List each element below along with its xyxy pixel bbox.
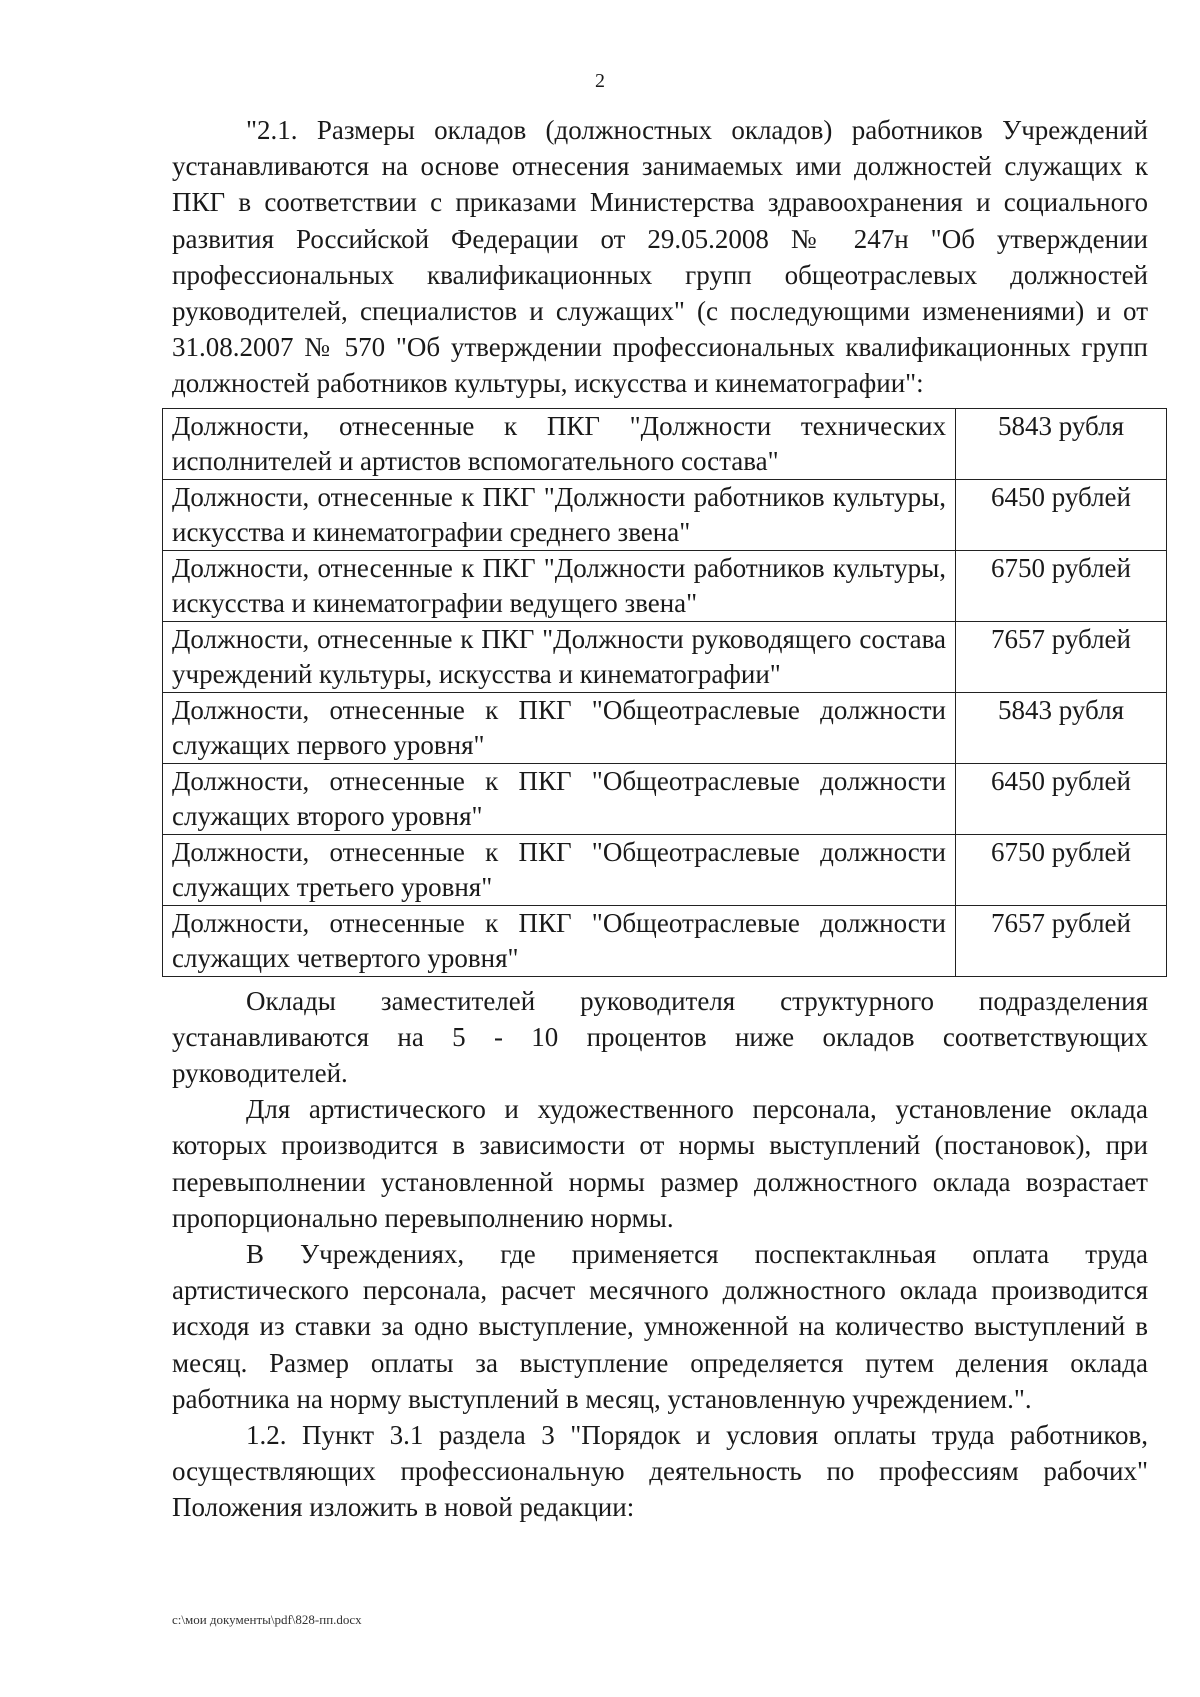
row-amount: 7657 рублей <box>956 621 1167 692</box>
row-description: Должности, отнесенные к ПКГ "Общеотраслевые должности служащих второго уровня" <box>163 763 956 834</box>
row-description: Должности, отнесенные к ПКГ "Должности технических исполнителей и артистов вспомогательного состава" <box>163 408 956 479</box>
row-description: Должности, отнесенные к ПКГ "Должности работников культуры, искусства и кинематографии среднего звена" <box>163 479 956 550</box>
table-row <box>163 550 1167 621</box>
row-amount: 6450 рублей <box>956 763 1167 834</box>
document-body <box>172 112 1148 1526</box>
row-description: Должности, отнесенные к ПКГ "Должности руководящего состава учреждений культуры, искусства и кинематографии" <box>163 621 956 692</box>
row-amount: 6450 рублей <box>956 479 1167 550</box>
row-description: Должности, отнесенные к ПКГ "Общеотраслевые должности служащих третьего уровня" <box>163 834 956 905</box>
row-amount: 5843 рубля <box>956 408 1167 479</box>
row-amount: 6750 рублей <box>956 834 1167 905</box>
table-row <box>163 479 1167 550</box>
table-row <box>163 408 1167 479</box>
table-row <box>163 763 1167 834</box>
row-description: Должности, отнесенные к ПКГ "Общеотраслевые должности служащих первого уровня" <box>163 692 956 763</box>
salary-table <box>162 408 1167 977</box>
row-amount: 6750 рублей <box>956 550 1167 621</box>
row-description: Должности, отнесенные к ПКГ "Должности работников культуры, искусства и кинематографии ведущего звена" <box>163 550 956 621</box>
table-row <box>163 905 1167 976</box>
paragraph-per-performance-pay: В Учреждениях, где применяется поспектаклньая оплата труда артистического персонала, расчет месячного должностного оклада производится исходя из ставки за одно выступление, умноженной на количество выступлений в месяц. Размер оплаты за выступление определяется путем деления оклада работника на норму выступлений в месяц, установленную учреждением.". <box>172 1239 1148 1414</box>
table-row <box>163 834 1167 905</box>
paragraph-deputy-salaries: Оклады заместителей руководителя структурного подразделения устанавливаются на 5 - 10 процентов ниже окладов соответствующих руководителей. <box>172 985 1148 1089</box>
footer-file-path: c:\мои документы\pdf\828-пп.docx <box>172 1612 362 1627</box>
page-number: 2 <box>595 70 605 92</box>
row-amount: 7657 рублей <box>956 905 1167 976</box>
paragraph-clause-1-2: 1.2. Пункт 3.1 раздела 3 "Порядок и условия оплаты труда работников, осуществляющих профессиональную деятельность по профессиям рабочих" Положения изложить в новой редакции: <box>172 1420 1148 1523</box>
table-row <box>163 621 1167 692</box>
intro-paragraph: "2.1. Размеры окладов (должностных окладов) работников Учреждений устанавливаются на основе отнесения занимаемых ими должностей служащих к ПКГ в соответствии с приказами Министерства здравоохранения и социального развития Российской Федерации от 29.05.2008 № 247н "Об утверждении профессиональных квалификационных групп общеотраслевых должностей руководителей, специалистов и служащих" (с последующими изменениями) и от 31.08.2007 № 570 "Об утверждении профессиональных квалификационных групп должностей работников культуры, искусства и кинематографии": <box>172 115 1148 399</box>
table-row <box>163 692 1167 763</box>
row-amount: 5843 рубля <box>956 692 1167 763</box>
row-description: Должности, отнесенные к ПКГ "Общеотраслевые должности служащих четвертого уровня" <box>163 905 956 976</box>
paragraph-artistic-staff: Для артистического и художественного персонала, установление оклада которых производится в зависимости от нормы выступлений (постановок), при перевыполнении установленной нормы размер должностного оклада возрастает пропорционально перевыполнению нормы. <box>172 1094 1148 1233</box>
